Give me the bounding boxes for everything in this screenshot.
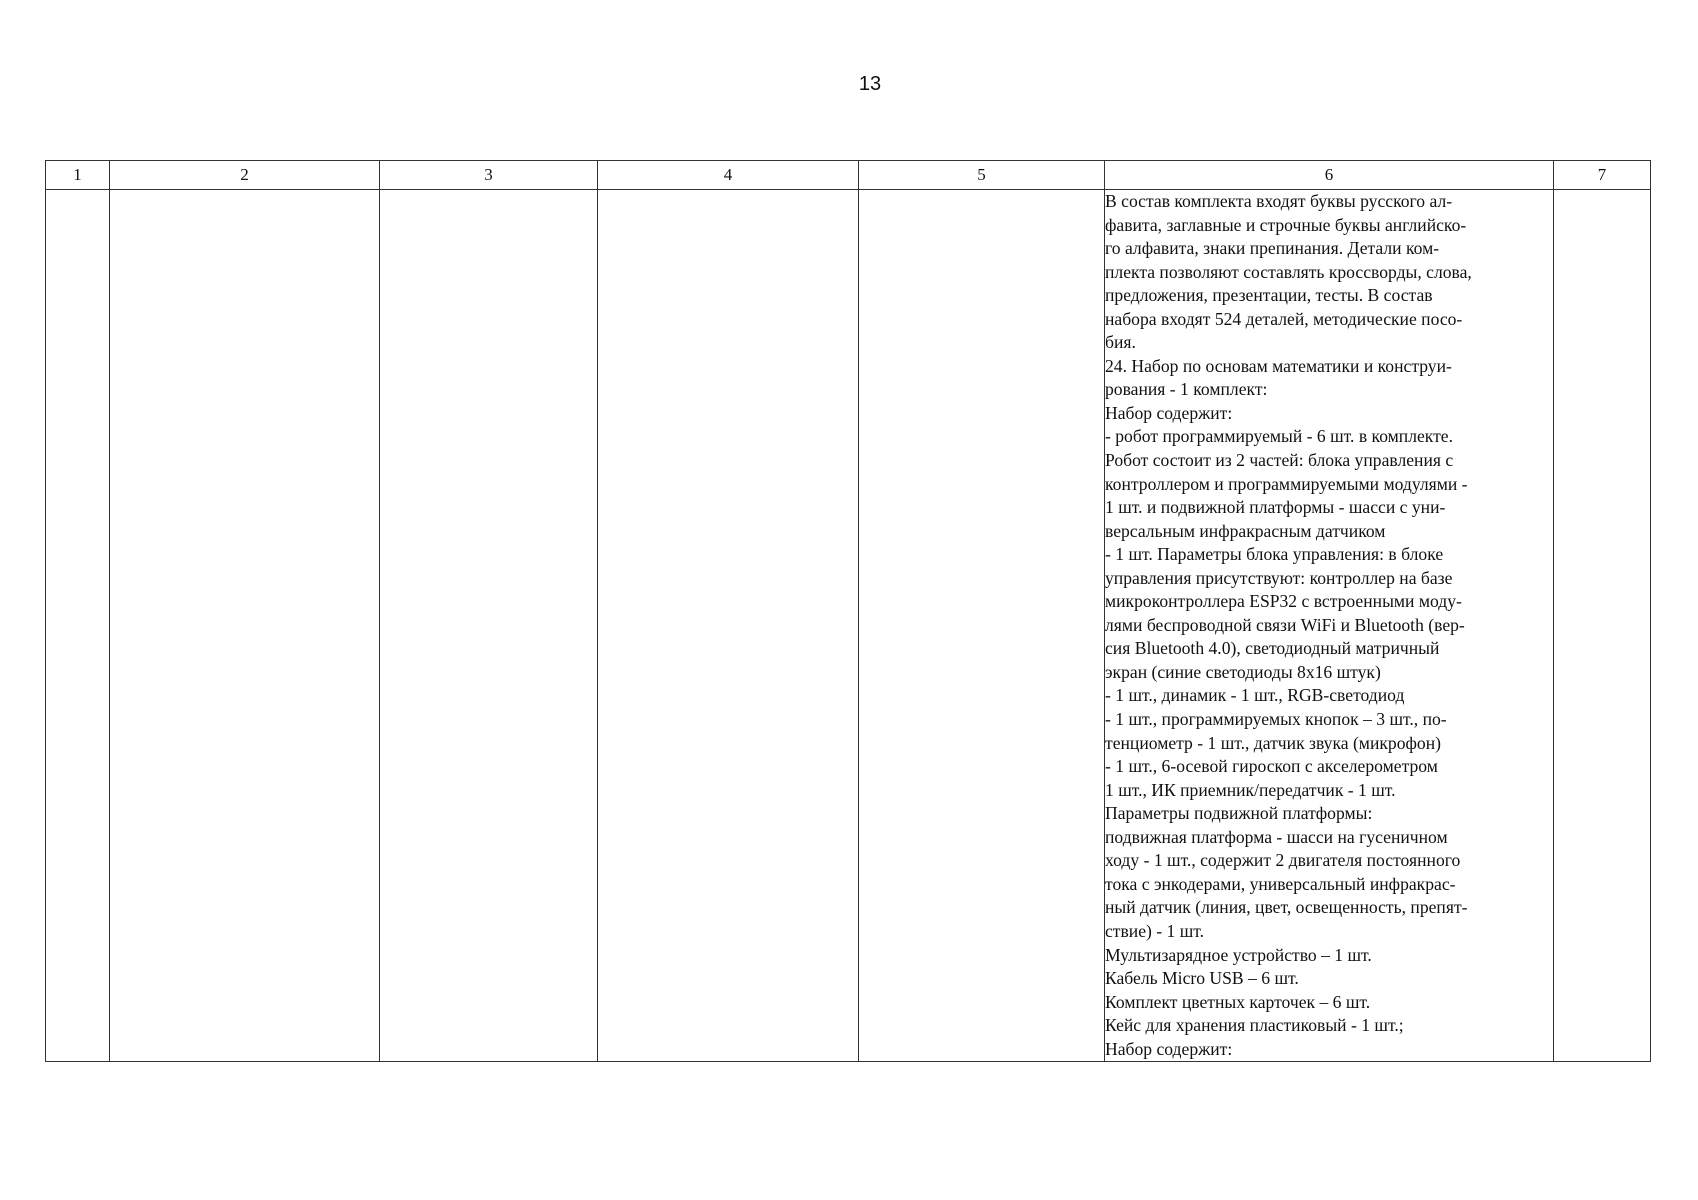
description-line: - робот программируемый - 6 шт. в комплекте. — [1105, 426, 1454, 447]
description-line: Кабель Micro USB – 6 шт. — [1105, 968, 1299, 989]
spec-table — [45, 160, 1651, 1062]
description-line: контроллером и программируемыми модулями - — [1105, 473, 1468, 494]
description-line: 24. Набор по основам математики и конструи- — [1105, 355, 1452, 376]
description-line: предложения, презентации, тесты. В состав — [1105, 285, 1433, 306]
column-header-4: 4 — [598, 161, 859, 190]
description-line: Кейс для хранения пластиковый - 1 шт.; — [1105, 1015, 1404, 1036]
header-row — [46, 161, 1651, 190]
description-line: версальным инфракрасным датчиком — [1105, 520, 1386, 541]
cell-col-3 — [380, 190, 598, 1062]
description-line: - 1 шт., программируемых кнопок – 3 шт., по- — [1105, 709, 1447, 730]
column-header-7: 7 — [1554, 161, 1651, 190]
column-header-6: 6 — [1105, 161, 1554, 190]
table-row — [46, 190, 1651, 1062]
description-line: Набор содержит: — [1105, 1038, 1233, 1059]
description-line: сия Bluetooth 4.0), светодиодный матричный — [1105, 638, 1440, 659]
description-line: ный датчик (линия, цвет, освещенность, препят- — [1105, 897, 1468, 918]
column-header-3: 3 — [380, 161, 598, 190]
description-line: В состав комплекта входят буквы русского ал- — [1105, 191, 1453, 211]
description-line: микроконтроллера ESP32 с встроенными моду- — [1105, 591, 1462, 612]
column-header-5: 5 — [859, 161, 1105, 190]
description-line: плекта позволяют составлять кроссворды, слова, — [1105, 261, 1472, 282]
cell-col-5 — [859, 190, 1105, 1062]
cell-col-1 — [46, 190, 110, 1062]
description-line: управления присутствуют: контроллер на базе — [1105, 567, 1453, 588]
description-line: - 1 шт. Параметры блока управления: в блоке — [1105, 544, 1444, 565]
description-line: 1 шт., ИК приемник/передатчик - 1 шт. — [1105, 779, 1396, 800]
description-line: фавита, заглавные и строчные буквы английско- — [1105, 214, 1467, 235]
description-line: экран (синие светодиоды 8х16 штук) — [1105, 661, 1381, 682]
description-line: Набор содержит: — [1105, 402, 1233, 423]
description-line: подвижная платформа - шасси на гусеничном — [1105, 826, 1448, 847]
cell-col-4 — [598, 190, 859, 1062]
description-line: ходу - 1 шт., содержит 2 двигателя постоянного — [1105, 850, 1461, 871]
description-line: тока с энкодерами, универсальный инфракрас- — [1105, 873, 1456, 894]
description-line: набора входят 524 деталей, методические посо- — [1105, 308, 1463, 329]
column-header-2: 2 — [110, 161, 380, 190]
description-line: Мультизарядное устройство – 1 шт. — [1105, 944, 1372, 965]
column-header-1: 1 — [46, 161, 110, 190]
page-number: 13 — [858, 73, 882, 95]
description-line: Робот состоит из 2 частей: блока управления с — [1105, 450, 1454, 471]
description-line: го алфавита, знаки препинания. Детали ком- — [1105, 238, 1440, 259]
description-line: Комплект цветных карточек – 6 шт. — [1105, 991, 1371, 1012]
cell-col-2 — [110, 190, 380, 1062]
description-line: бия. — [1105, 332, 1136, 353]
cell-col-7 — [1554, 190, 1651, 1062]
description-line: лями беспроводной связи WiFi и Bluetooth (вер- — [1105, 614, 1465, 635]
description-line: ствие) - 1 шт. — [1105, 920, 1205, 941]
description-line: Параметры подвижной платформы: — [1105, 803, 1373, 824]
description-line: рования - 1 комплект: — [1105, 379, 1268, 400]
description-cell — [1105, 190, 1554, 1062]
description-line: - 1 шт., динамик - 1 шт., RGB-светодиод — [1105, 685, 1405, 706]
description-line: тенциометр - 1 шт., датчик звука (микрофон) — [1105, 732, 1441, 753]
description-line: 1 шт. и подвижной платформы - шасси с уни- — [1105, 497, 1446, 518]
description-line: - 1 шт., 6-осевой гироскоп с акселерометром — [1105, 756, 1438, 777]
